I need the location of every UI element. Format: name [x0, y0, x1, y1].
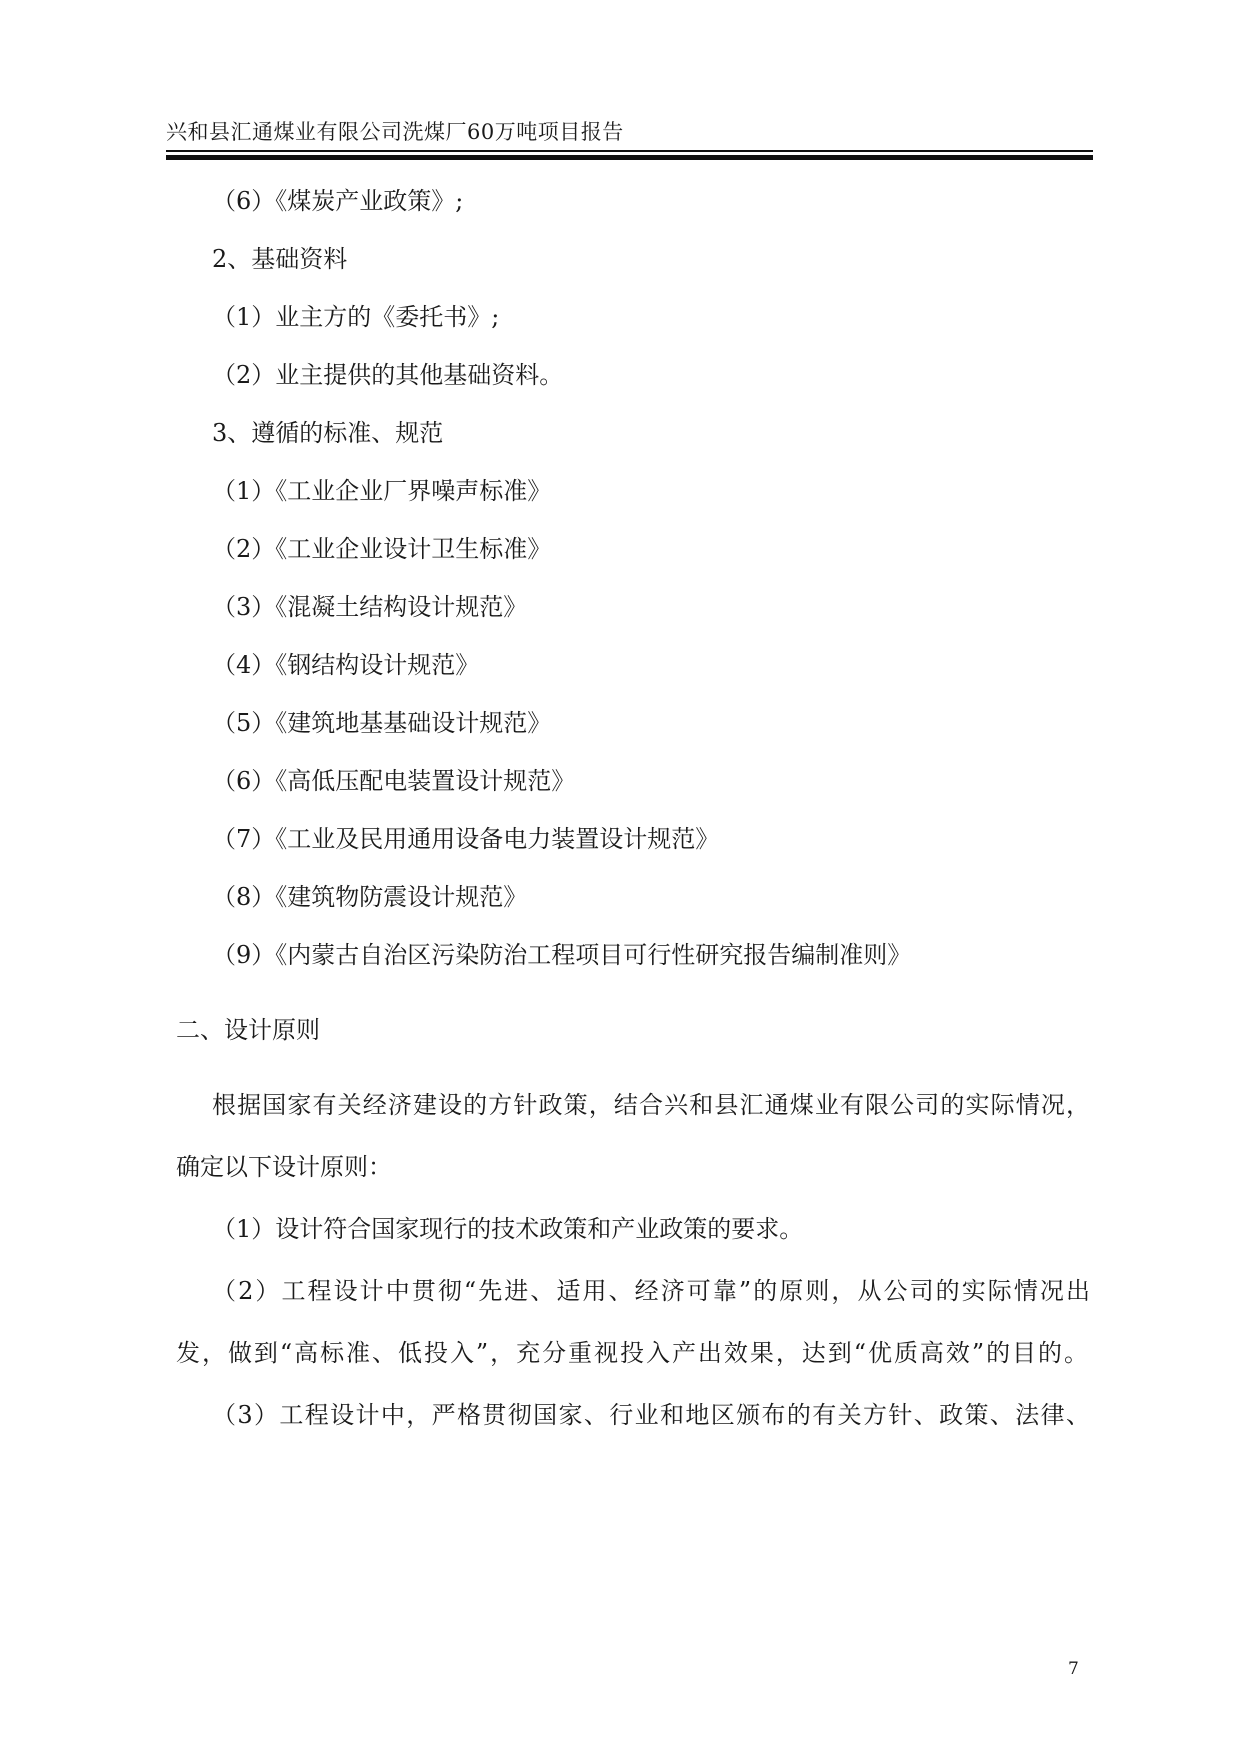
- paragraph-line: 发，做到“高标准、低投入”，充分重视投入产出效果，达到“优质高效”的目的。: [176, 1339, 1088, 1367]
- list-item: （3）工程设计中，严格贯彻国家、行业和地区颁布的有关方针、政策、法律、: [212, 1401, 1090, 1429]
- list-item: （4）《钢结构设计规范》: [212, 651, 480, 679]
- list-item: （1）设计符合国家现行的技术政策和产业政策的要求。: [212, 1215, 804, 1243]
- list-item: （7）《工业及民用通用设备电力装置设计规范》: [212, 825, 720, 853]
- header-rule-thin: [166, 150, 1093, 152]
- section-heading: 2、基础资料: [212, 245, 348, 273]
- paragraph-line: 确定以下设计原则：: [176, 1153, 392, 1181]
- list-item: （6）《高低压配电装置设计规范》: [212, 767, 576, 795]
- paragraph-line: 根据国家有关经济建设的方针政策，结合兴和县汇通煤业有限公司的实际情况，: [212, 1091, 1090, 1119]
- text-line: （1）业主方的《委托书》;: [212, 303, 500, 331]
- list-item: （3）《混凝土结构设计规范》: [212, 593, 528, 621]
- list-item: （9）《内蒙古自治区污染防治工程项目可行性研究报告编制准则》: [212, 941, 912, 969]
- page-number: 7: [1068, 1659, 1079, 1679]
- list-item: （2）《工业企业设计卫生标准》: [212, 535, 552, 563]
- list-item: （1）《工业企业厂界噪声标准》: [212, 477, 552, 505]
- text-line: （2）业主提供的其他基础资料。: [212, 361, 564, 389]
- list-item: （8）《建筑物防震设计规范》: [212, 883, 528, 911]
- header-rule-thick: [166, 155, 1093, 160]
- list-item: （2）工程设计中贯彻“先进、适用、经济可靠”的原则，从公司的实际情况出: [212, 1277, 1090, 1305]
- chapter-heading: 二、设计原则: [176, 1016, 320, 1044]
- list-item: （5）《建筑地基基础设计规范》: [212, 709, 552, 737]
- section-heading: 3、遵循的标准、规范: [212, 419, 444, 447]
- text-line: （6）《煤炭产业政策》;: [212, 187, 464, 215]
- header-title: 兴和县汇通煤业有限公司洗煤厂60万吨项目报告: [166, 120, 624, 144]
